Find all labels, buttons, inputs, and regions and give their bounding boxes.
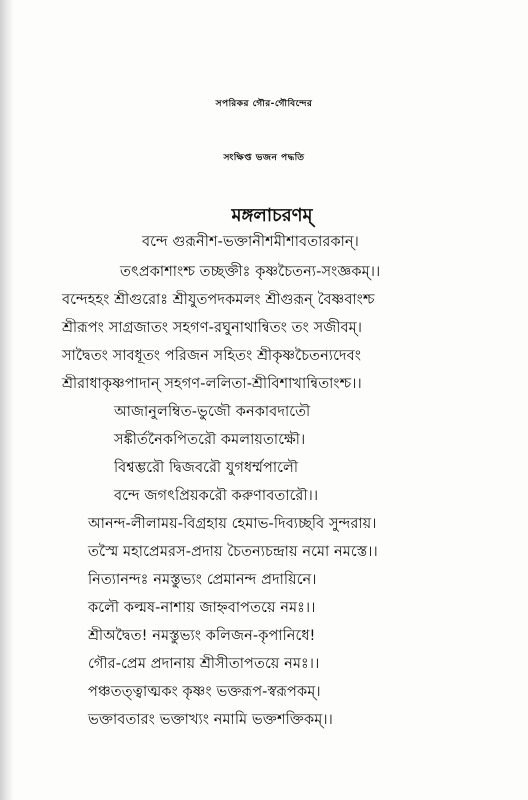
- verse-line: নিত্যানন্দঃ নমস্তুভ্যং প্রেমানন্দ প্রদায়িনে।: [88, 572, 317, 588]
- verse-line: কলৌ কল্মষ-নাশায় জাহ্নবাপতয়ে নমঃ।।: [88, 600, 316, 616]
- verse-line: বিশ্বম্ভরৌ দ্বিজবরৌ যুগধর্ম্মপালৌ: [114, 460, 299, 476]
- verse-line: বন্দে গুরূনীশ-ভক্তানীশমীশাবতারকান্।: [142, 234, 359, 250]
- verse-line: তৎপ্রকাশাংশ্চ তচ্ছক্তীঃ কৃষ্ণচৈতন্য-সংজ্ঞকম্।।: [120, 264, 381, 280]
- verse-line: তস্মৈ মহাপ্রেমরস-প্রদায় চৈতন্যচন্দ্রায় নমো নমস্তে।।: [88, 544, 378, 560]
- verse-line: আজানুলম্বিত-ভুজৌ কনকাবদাতৌ: [114, 404, 311, 420]
- verse-line: গৌর-প্রেম প্রদানায় শ্রীসীতাপতয়ে নমঃ।।: [88, 656, 320, 672]
- verse-line: বন্দে জগৎপ্রিয়করৌ করুণাবতারৌ।।: [114, 488, 319, 504]
- verse-line: ভক্তাবতারং ভক্তাখ্যং নমামি ভক্তশক্তিকম্।।: [88, 712, 333, 728]
- verse-line: পঞ্চতত্ত্বাত্মকং কৃষ্ণং ভক্তরূপ-স্বরূপকম্।: [88, 684, 321, 700]
- verse-line: শ্রীরূপং সাগ্রজাতং সহগণ-রঘুনাথান্বিতং তং সজীবম্।: [62, 320, 363, 336]
- section-heading: মঙ্গলাচরণম্: [231, 205, 313, 226]
- verse-line: শ্রীরাধাকৃষ্ণপাদান্ সহগণ-ললিতা-শ্রীবিশাখান্বিতাংশ্চ।।: [62, 376, 362, 392]
- verse-line: বন্দেহহং শ্রীগুরোঃ শ্রীযুতপদকমলং শ্রীগুরূন্ বৈষ্ণবাংশ্চ: [62, 292, 375, 308]
- page-title-line-2: সংক্ষিপ্ত ভজন পদ্ধতি: [223, 153, 305, 163]
- verse-line: শ্রীঅদ্বৈত! নমস্তুভ্যং কলিজন-কৃপানিধে!: [88, 628, 316, 644]
- verse-line: সাদ্বৈতং সাবধূতং পরিজন সহিতং শ্রীকৃষ্ণচৈতন্যদেবং: [62, 348, 362, 364]
- verse-line: সঙ্কীর্তনৈকপিতরৌ কমলায়তাক্ষৌ।: [114, 432, 306, 448]
- page-title-line-1: সপরিকর গৌর-গৌবিন্দের: [215, 99, 313, 109]
- verse-line: আনন্দ-লীলাময়-বিগ্রহায় হেমাভ-দিব্যচ্ছবি সুন্দরায়।: [88, 516, 377, 532]
